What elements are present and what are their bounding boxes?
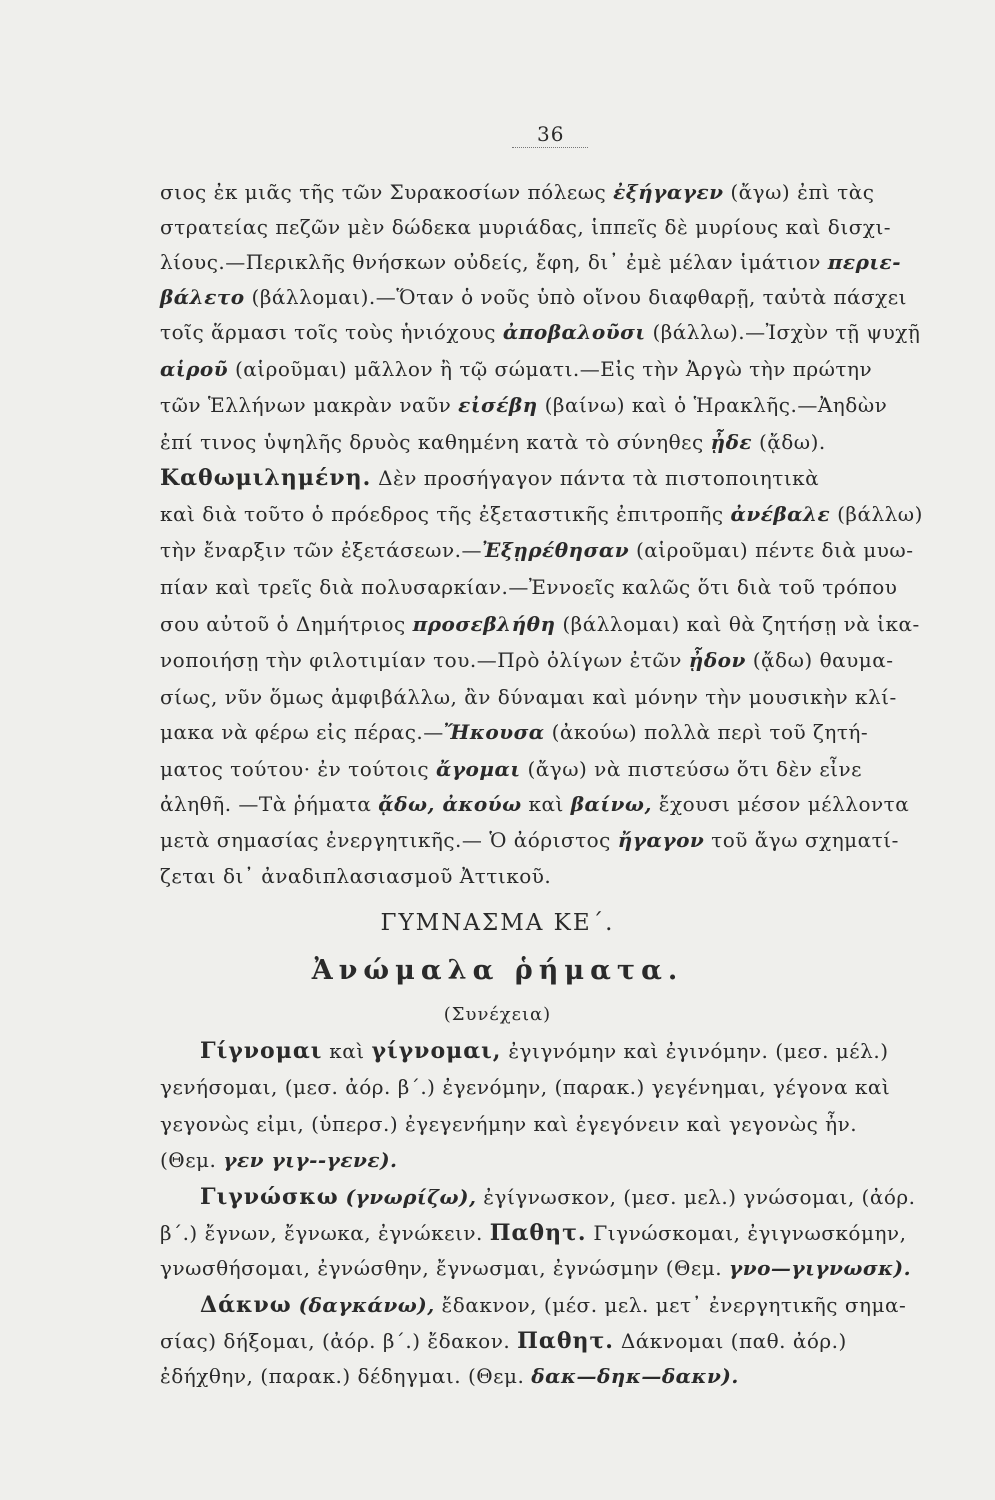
entry-line: σίας) δήξομαι, (ἀόρ. β΄.) ἔδακον. Παθητ. Δάκνομαι (παθ. ἀόρ.) bbox=[160, 1328, 847, 1354]
continued-label: (Συνέχεια) bbox=[443, 1004, 552, 1025]
text-line: σου αὐτοῦ ὁ Δημήτριος προσεβλήθη (βάλλομαι) καὶ θὰ ζητήσῃ νὰ ἱκα- bbox=[160, 612, 920, 636]
text-line: ματος τούτου· ἐν τούτοις ἄγομαι (ἄγω) νὰ πιστεύσω ὅτι δὲν εἶνε bbox=[160, 757, 863, 781]
text-line: λίους.—Περικλῆς θνήσκων οὐδείς, ἔφη, δι᾽ ἐμὲ μέλαν ἱμάτιον περιε- bbox=[160, 250, 902, 274]
entry-line: Δάκνω (δαγκάνω), ἔδακνον, (μέσ. μελ. μετ᾽ ἐνεργητικῆς σημα- bbox=[200, 1292, 907, 1318]
entry-line: Γίγνομαι καὶ γίγνομαι, ἐγιγνόμην καὶ ἐγινόμην. (μεσ. μέλ.) bbox=[200, 1038, 889, 1064]
page-number: 36 bbox=[537, 122, 565, 146]
entry-line: γεγονὼς εἰμι, (ὑπερσ.) ἐγεγενήμην καὶ ἐγεγόνειν καὶ γεγονὼς ἦν. bbox=[160, 1112, 858, 1136]
text-line: πίαν καὶ τρεῖς διὰ πολυσαρκίαν.—Ἐννοεῖς καλῶς ὅτι διὰ τοῦ τρόπου bbox=[160, 575, 898, 599]
text-line: Καθωμιλημένη. Δὲν προσήγαγον πάντα τὰ πιστοποιητικὰ bbox=[160, 465, 820, 491]
text-line: μακα νὰ φέρω εἰς πέρας.—Ἤκουσα (ἀκούω) πολλὰ περὶ τοῦ ζητή- bbox=[160, 720, 869, 744]
text-line: ἐπί τινος ὑψηλῆς δρυὸς καθημένη κατὰ τὸ σύνηθες ᾖδε (ᾄδω). bbox=[160, 430, 826, 454]
text-line: στρατείας πεζῶν μὲν δώδεκα μυριάδας, ἱππεῖς δὲ μυρίους καὶ δισχι- bbox=[160, 215, 892, 239]
entry-line: (Θεμ. γεν γιγ--γενε). bbox=[160, 1148, 398, 1172]
text-line: σίως, νῦν ὅμως ἀμφιβάλλω, ἂν δύναμαι καὶ μόνην τὴν μουσικὴν κλί- bbox=[160, 685, 897, 709]
text-line: σιος ἐκ μιᾶς τῆς τῶν Συρακοσίων πόλεως ἐξήγαγεν (ἄγω) ἐπὶ τὰς bbox=[160, 180, 875, 204]
section-title: ΓΥΜΝΑΣΜΑ ΚΕ΄. bbox=[380, 910, 615, 936]
entry-line: ἐδήχθην, (παρακ.) δέδηγμαι. (Θεμ. δακ—δηκ—δακν). bbox=[160, 1364, 739, 1388]
entry-line: β΄.) ἔγνων, ἔγνωκα, ἐγνώκειν. Παθητ. Γιγνώσκομαι, ἐγιγνωσκόμην, bbox=[160, 1220, 907, 1246]
text-line: τοῖς ἅρμασι τοῖς τοὺς ἡνιόχους ἀποβαλοῦσι (βάλλω).—Ἰσχὺν τῇ ψυχῇ bbox=[160, 320, 921, 344]
entry-line: Γιγνώσκω (γνωρίζω), ἐγίγνωσκον, (μεσ. μελ.) γνώσομαι, (ἀόρ. bbox=[200, 1184, 916, 1210]
text-line: μετὰ σημασίας ἐνεργητικῆς.— Ὁ ἀόριστος ἤγαγον τοῦ ἄγω σχηματί- bbox=[160, 828, 899, 852]
text-line: καὶ διὰ τοῦτο ὁ πρόεδρος τῆς ἐξεταστικῆς ἐπιτροπῆς ἀνέβαλε (βάλλω) bbox=[160, 502, 923, 526]
entry-line: γνωσθήσομαι, ἐγνώσθην, ἔγνωσμαι, ἐγνώσμην (Θεμ. γνο—γιγνωσκ). bbox=[160, 1256, 912, 1280]
section-subtitle: Ἀνώμαλα ῥήματα. bbox=[311, 955, 684, 986]
page-number-rule bbox=[512, 147, 588, 148]
text-line: τῶν Ἑλλήνων μακρὰν ναῦν εἰσέβη (βαίνω) καὶ ὁ Ἡρακλῆς.—Ἀηδὼν bbox=[160, 393, 888, 417]
text-line: τὴν ἔναρξιν τῶν ἐξετάσεων.—Ἐξῃρέθησαν (αἱροῦμαι) πέντε διὰ μυω- bbox=[160, 538, 914, 562]
text-line: αἱροῦ (αἱροῦμαι) μᾶλλον ἢ τῷ σώματι.—Εἰς τὴν Ἀργὼ τὴν πρώτην bbox=[160, 357, 873, 381]
text-line: βάλετο (βάλλομαι).—Ὅταν ὁ νοῦς ὑπὸ οἴνου διαφθαρῇ, ταὐτὰ πάσχει bbox=[160, 285, 907, 309]
text-line: νοποιήσῃ τὴν φιλοτιμίαν του.—Πρὸ ὀλίγων ἐτῶν ᾖδον (ᾄδω) θαυμα- bbox=[160, 648, 894, 672]
text-line: ἀληθῆ. —Τὰ ῥήματα ᾄδω, ἀκούω καὶ βαίνω, ἔχουσι μέσον μέλλοντα bbox=[160, 792, 910, 816]
text-line: ζεται δι᾽ ἀναδιπλασιασμοῦ Ἀττικοῦ. bbox=[160, 864, 552, 888]
entry-line: γενήσομαι, (μεσ. ἀόρ. β΄.) ἐγενόμην, (παρακ.) γεγένημαι, γέγονα καὶ bbox=[160, 1075, 891, 1099]
